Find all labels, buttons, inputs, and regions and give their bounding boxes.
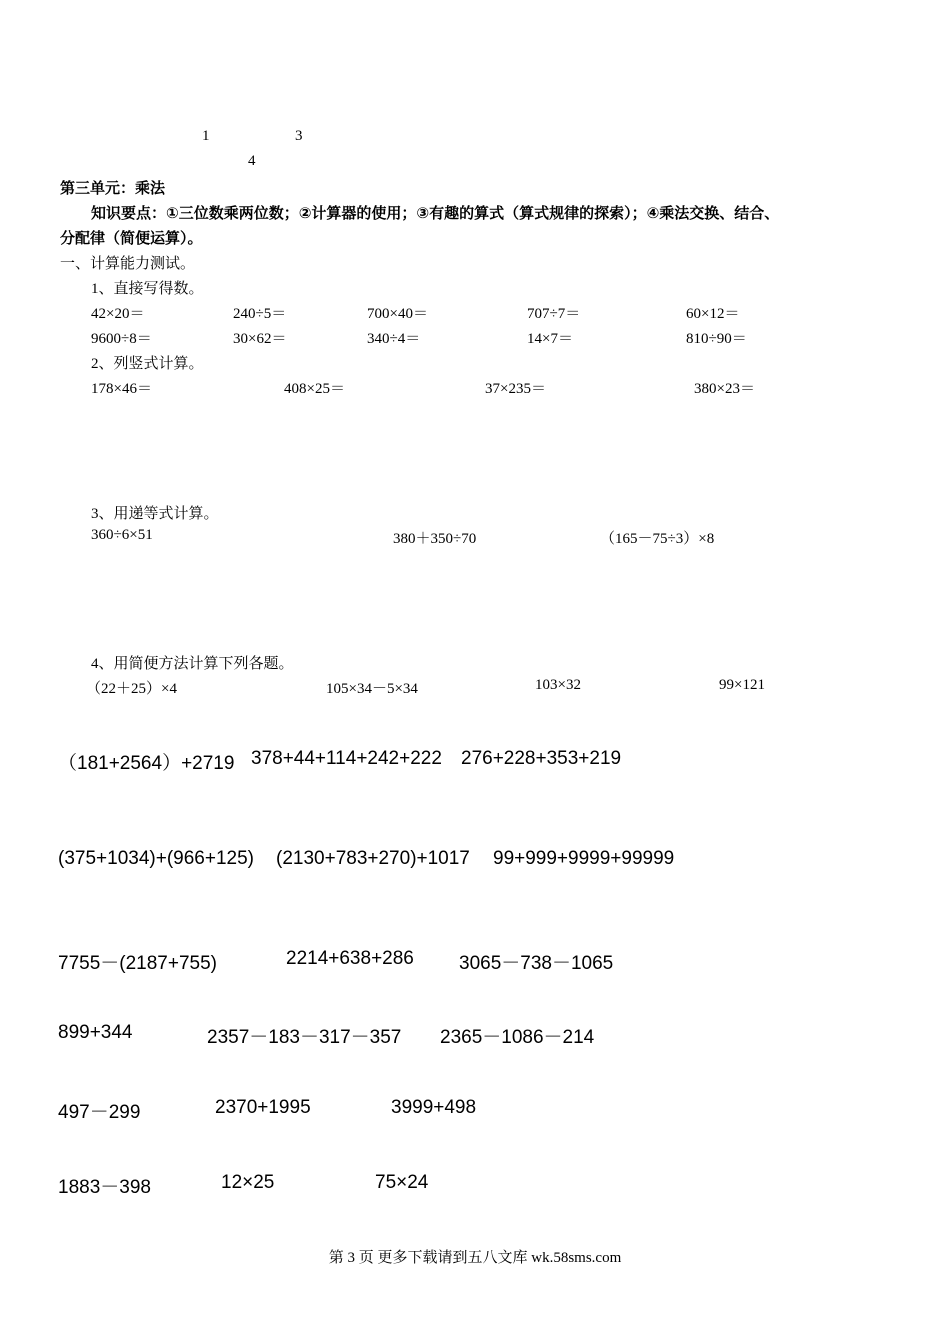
q1-item: 340÷4＝ xyxy=(367,331,421,347)
q2-item: 37×235＝ xyxy=(485,381,546,397)
question-4-title: 4、用简便方法计算下列各题。 xyxy=(91,656,294,672)
q4-item: 105×34－5×34 xyxy=(326,681,418,697)
extra-item: 99+999+9999+99999 xyxy=(493,848,675,869)
q4-item: （22＋25）×4 xyxy=(86,681,177,697)
q4-item: 99×121 xyxy=(719,677,765,693)
extra-item: 378+44+114+242+222 xyxy=(251,748,442,769)
q1-item: 707÷7＝ xyxy=(527,306,581,322)
extra-item: 2365－1086－214 xyxy=(440,1027,595,1048)
knowledge-line-2: 分配律（简便运算）。 xyxy=(60,229,203,247)
extra-item: 75×24 xyxy=(375,1172,429,1193)
q3-item: 360÷6×51 xyxy=(91,527,153,543)
extra-item: 497－299 xyxy=(58,1102,141,1123)
q2-item: 178×46＝ xyxy=(91,381,152,397)
q1-item: 240÷5＝ xyxy=(233,306,287,322)
question-3-title: 3、用递等式计算。 xyxy=(91,506,219,522)
question-1-title: 1、直接写得数。 xyxy=(91,281,204,297)
q2-item: 408×25＝ xyxy=(284,381,345,397)
extra-item: (375+1034)+(966+125) xyxy=(58,848,254,869)
extra-item: (2130+783+270)+1017 xyxy=(276,848,470,869)
q3-item: （165－75÷3）×8 xyxy=(600,531,715,547)
unit-title: 第三单元：乘法 xyxy=(60,179,166,197)
question-2-title: 2、列竖式计算。 xyxy=(91,356,204,372)
section-title: 一、计算能力测试。 xyxy=(60,256,196,272)
extra-item: （181+2564）+2719 xyxy=(58,753,235,774)
knowledge-line-1: 知识要点：①三位数乘两位数；②计算器的使用；③有趣的算式（算式规律的探索）；④乘法交换、结合、 xyxy=(91,204,780,222)
q1-item: 42×20＝ xyxy=(91,306,145,322)
header-number-1: 1 xyxy=(202,128,210,144)
q1-item: 9600÷8＝ xyxy=(91,331,152,347)
extra-item: 276+228+353+219 xyxy=(461,748,622,769)
header-number-3: 3 xyxy=(295,128,303,144)
q1-item: 700×40＝ xyxy=(367,306,428,322)
q4-item: 103×32 xyxy=(535,677,581,693)
extra-item: 2357－183－317－357 xyxy=(207,1027,402,1048)
q1-item: 30×62＝ xyxy=(233,331,287,347)
q1-item: 60×12＝ xyxy=(686,306,740,322)
page-footer: 第 3 页 更多下载请到五八文库 wk.58sms.com xyxy=(328,1250,622,1266)
extra-item: 3065－738－1065 xyxy=(459,953,614,974)
q2-item: 380×23＝ xyxy=(694,381,755,397)
extra-item: 12×25 xyxy=(221,1172,275,1193)
extra-item: 1883－398 xyxy=(58,1177,151,1198)
extra-item: 7755－(2187+755) xyxy=(58,953,217,974)
extra-item: 899+344 xyxy=(58,1022,133,1043)
extra-item: 2214+638+286 xyxy=(286,948,414,969)
header-number-4: 4 xyxy=(248,153,256,169)
q3-item: 380＋350÷70 xyxy=(393,531,477,547)
q1-item: 810÷90＝ xyxy=(686,331,747,347)
extra-item: 3999+498 xyxy=(391,1097,477,1118)
q1-item: 14×7＝ xyxy=(527,331,573,347)
extra-item: 2370+1995 xyxy=(215,1097,311,1118)
